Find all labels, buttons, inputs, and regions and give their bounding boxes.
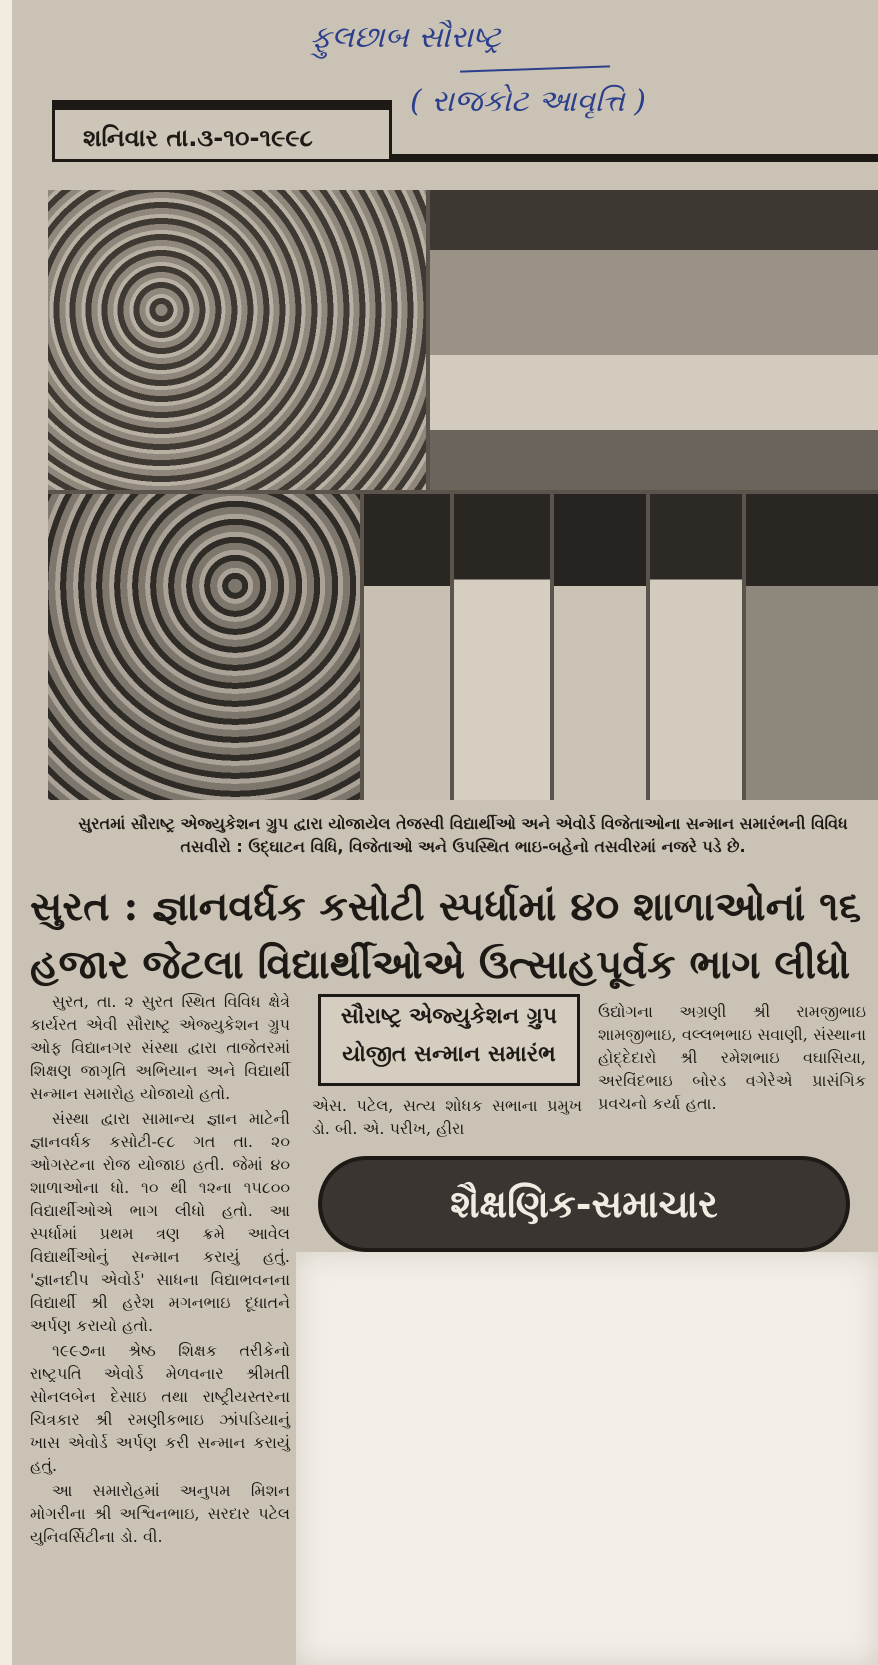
photo-winner-1 xyxy=(364,494,450,800)
headline-line-1: સુરત : જ્ઞાનવર્ધક કસોટી સ્પર્ધામાં ૪૦ શાળાઓનાં ૧૬ xyxy=(30,883,862,930)
handwritten-edition: ( રાજકોટ આવૃત્તિ ) xyxy=(410,84,646,119)
section-banner-text: શૈક્ષણિક-સમાચાર xyxy=(450,1181,718,1226)
article-column-right: ઉદ્યોગના અગ્રણી શ્રી રામજીભાઇ શામજીભાઇ, વલ્લભભાઇ સવાણી, સંસ્થાના હોદ્દેદારો શ્રી રમેશભાઇ વઘાસિયા, અરવિંદભાઇ બોરડ વગેરેએ પ્રાસંગિક પ્રવચનો કર્યા હતા. xyxy=(598,1002,866,1113)
boxed-subheading xyxy=(318,994,580,1086)
dateline-box xyxy=(52,100,392,162)
handwritten-newspaper-name: ફુલછાબ સૌરાષ્ટ્ર xyxy=(310,20,501,55)
photo-collage xyxy=(48,190,878,800)
article-column-left xyxy=(30,990,290,1550)
blank-paper-area xyxy=(296,1252,878,1665)
boxed-subheading-line-2: યોજીત સન્માન સમારંભ xyxy=(342,1041,556,1067)
photo-inauguration-stage xyxy=(430,190,878,490)
photo-winner-5 xyxy=(746,494,878,800)
article-paragraph: સુરત, તા. ૨ સુરત સ્થિત વિવિધ ક્ષેત્રે કાર્યરત એવી સૌરાષ્ટ્ર એજ્યુકેશન ગ્રુપ ઓફ વિદ્યાનગર સંસ્થા દ્વારા તાજેતરમાં શિક્ષણ જાગૃતિ અભિયાન અને વિદ્યાર્થી સન્માન સમારોહ યોજાયો હતો. xyxy=(30,992,290,1103)
photo-winner-2 xyxy=(454,494,550,800)
article-column-middle: એસ. પટેલ, સત્ય શોધક સભાના પ્રમુખ ડો. બી. એ. પરીખ, હીરા xyxy=(312,1096,582,1138)
boxed-subheading-line-1: સૌરાષ્ટ્ર એજ્યુકેશન ગ્રુપ xyxy=(340,1003,558,1029)
headline-line-2: હજાર જેટલા વિદ્યાર્થીઓએ ઉત્સાહપૂર્વક ભાગ લીધો xyxy=(30,941,851,988)
dateline-bar xyxy=(52,100,878,170)
headline xyxy=(30,878,870,994)
photo-winner-4 xyxy=(650,494,742,800)
section-banner xyxy=(318,1156,850,1252)
handwritten-underline xyxy=(460,65,610,72)
photo-winner-3 xyxy=(554,494,646,800)
photo-caption: સુરતમાં સૌરાષ્ટ્ર એજ્યુકેશન ગ્રુપ દ્વારા યોજાયેલ તેજસ્વી વિદ્યાર્થીઓ અને એવોર્ડ વિજેતાઓના સન્માન સમારંભની વિવિધ તસવીરો : ઉદ્ઘાટન વિધિ, વિજેતાઓ અને ઉપસ્થિત ભાઇ-બહેનો તસવીરમાં નજરે પડે છે. xyxy=(78,814,848,856)
article-paragraph: ૧૯૯૭ના શ્રેષ્ઠ શિક્ષક તરીકેનો રાષ્ટ્રપતિ એવોર્ડ મેળવનાર શ્રીમતી સોનલબેન દેસાઇ તથા રાષ્ટ્રીયસ્તરના ચિત્રકાર શ્રી રમણીકભાઇ ઝાંપડિયાનું ખાસ એવોર્ડ અર્પણ કરી સન્માન કરાયું હતું. xyxy=(30,1341,290,1475)
article-paragraph: સંસ્થા દ્વારા સામાન્ય જ્ઞાન માટેની જ્ઞાનવર્ધક કસોટી-૯૮ ગત તા. ૨૦ ઓગસ્ટના રોજ યોજાઇ હતી. જેમાં ૪૦ શાળાઓના ધો. ૧૦ થી ૧૨ના ૧૫૮૦૦ વિદ્યાર્થીઓએ ભાગ લીધો હતો. આ સ્પર્ધામાં પ્રથમ ત્રણ ક્રમે આવેલ વિદ્યાર્થીઓનું સન્માન કરાયું હતું. 'જ્ઞાનદીપ એવોર્ડ' સાધના વિદ્યાભવનના વિદ્યાર્થી શ્રી હરેશ મગનભાઇ દૂધાતને અર્પણ કરાયો હતો. xyxy=(30,1109,290,1335)
dateline-text: શનિવાર તા.૩-૧૦-૧૯૯૮ xyxy=(83,124,313,152)
dateline-rule xyxy=(392,154,878,162)
photo-audience-2 xyxy=(48,494,360,800)
photo-audience-1 xyxy=(48,190,426,490)
article-paragraph: આ સમારોહમાં અનુપમ મિશન મોગરીના શ્રી અશ્વિનભાઇ, સરદાર પટેલ યુનિવર્સિટીના ડો. વી. xyxy=(30,1481,290,1546)
